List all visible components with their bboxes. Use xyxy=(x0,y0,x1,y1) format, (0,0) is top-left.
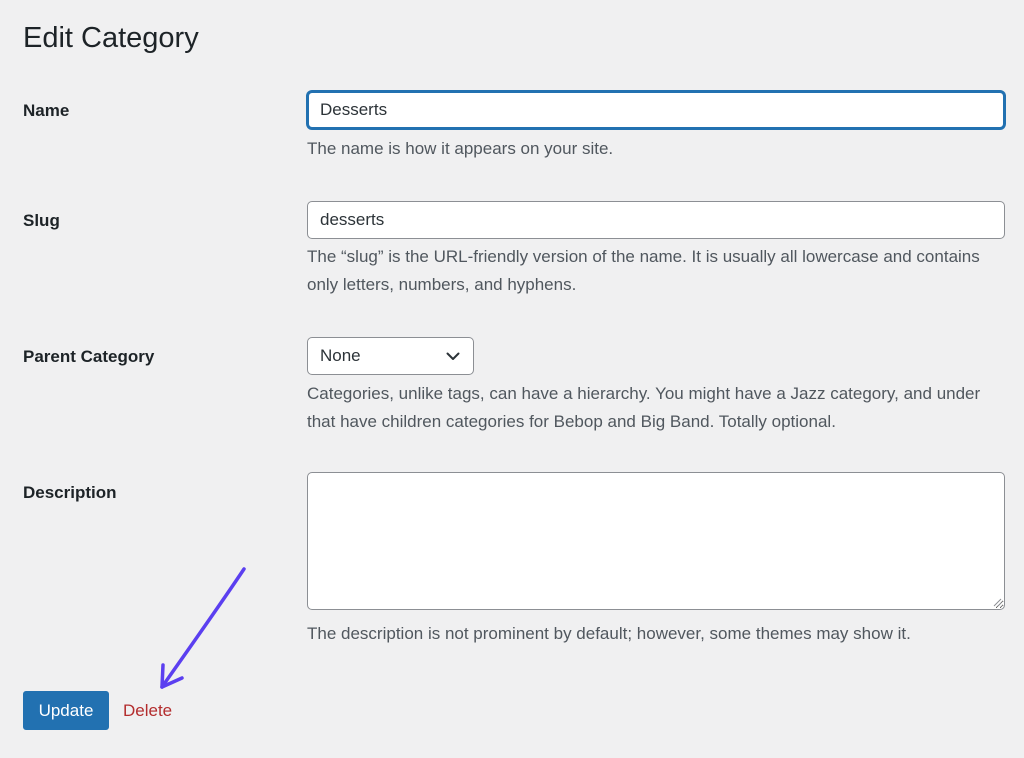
description-help-text: The description is not prominent by default; however, some themes may show it. xyxy=(307,624,911,643)
parent-category-select[interactable] xyxy=(307,337,474,375)
name-help-text: The name is how it appears on your site. xyxy=(307,139,614,158)
delete-link[interactable]: Delete xyxy=(123,701,173,720)
description-label: Description xyxy=(23,483,117,502)
slug-input[interactable] xyxy=(307,201,1005,239)
parent-category-selected-value: None xyxy=(320,346,361,365)
parent-category-label: Parent Category xyxy=(23,347,155,366)
page-title: Edit Category xyxy=(23,22,199,54)
name-label: Name xyxy=(23,101,70,120)
chevron-down-icon xyxy=(445,348,461,364)
resize-handle-icon[interactable] xyxy=(992,597,1002,607)
parent-category-help-text: Categories, unlike tags, can have a hierarchy. You might have a Jazz category, and under that have children categories for Bebop and Big Band. Totally optional. xyxy=(307,384,981,431)
name-input[interactable] xyxy=(307,91,1005,129)
slug-help-text: The “slug” is the URL-friendly version of the name. It is usually all lowercase and contains only letters, numbers, and hyphens. xyxy=(307,247,980,294)
update-button[interactable]: Update xyxy=(23,691,109,730)
arrow-annotation-icon xyxy=(150,560,260,700)
description-textarea[interactable] xyxy=(307,472,1005,610)
slug-label: Slug xyxy=(23,211,60,230)
